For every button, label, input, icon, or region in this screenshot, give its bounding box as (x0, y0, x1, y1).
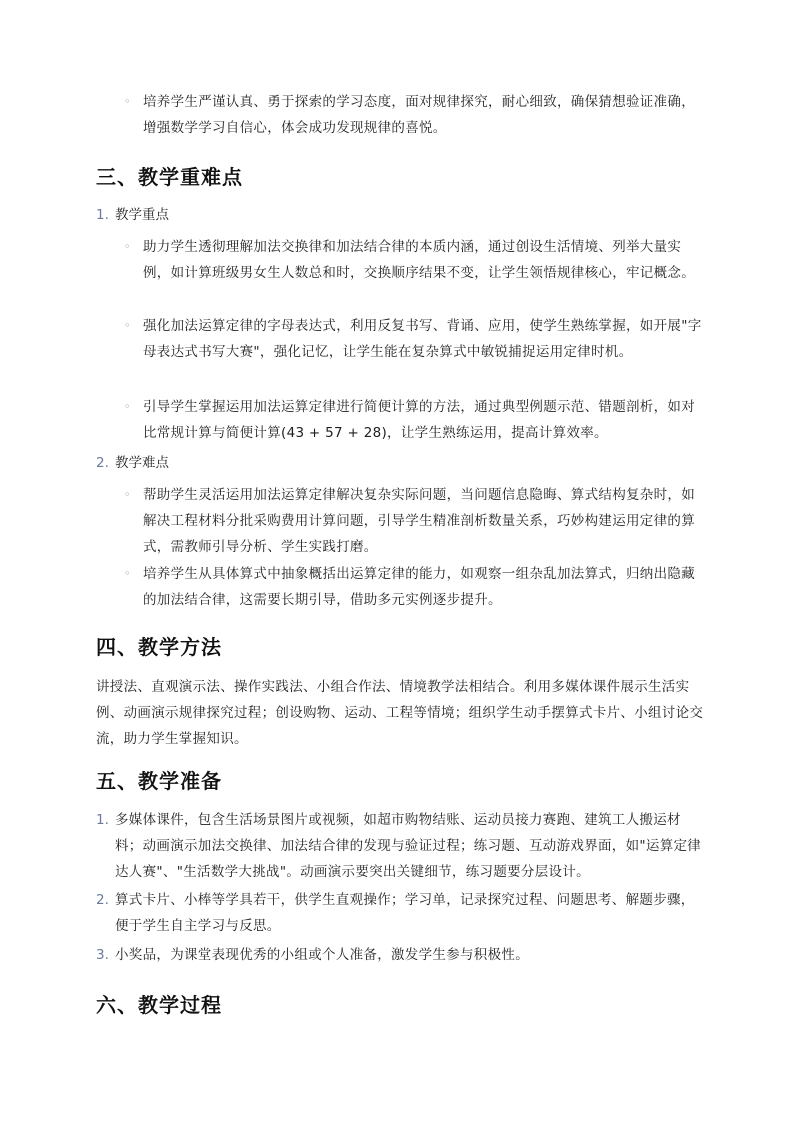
bullet-marker: ◦ (124, 95, 131, 108)
subheading-key-points: 教学重点 (115, 207, 169, 223)
section-heading-methods: 四、教学方法 (96, 635, 222, 659)
difficulty-item: 帮助学生灵活运用加法运算定律解决复杂实际问题，当问题信息隐晦、算式结构复杂时，如解决工程材料分批采购费用计算问题，引导学生精准剖析数量关系，巧妙构建运用定律的算式，需教师引导分析、学生实践打磨。 (143, 487, 695, 555)
key-point-item: 助力学生透彻理解加法交换律和加法结合律的本质内涵，通过创设生活情境、列举大量实例，如计算班级男女生人数总和时，交换顺序结果不变，让学生领悟规律核心，牢记概念。 (143, 239, 695, 281)
preparation-item: 多媒体课件，包含生活场景图片或视频，如超市购物结账、运动员接力赛跑、建筑工人搬运材料；动画演示加法交换律、加法结合律的发现与验证过程；练习题、互动游戏界面，如"运算定律达人赛"、"生活数学大挑战"。动画演示要突出关键细节，练习题要分层设计。 (115, 812, 702, 880)
methods-paragraph: 讲授法、直观演示法、操作实践法、小组合作法、情境教学法相结合。利用多媒体课件展示生活实例、动画演示规律探究过程；创设购物、运动、工程等情境；组织学生动手摆算式卡片、小组讨论交流，助力学生掌握知识。 (96, 679, 704, 747)
list-number: 3. (96, 947, 109, 963)
section-heading-key-points: 三、教学重难点 (96, 165, 243, 189)
key-point-item: 引导学生掌握运用加法运算定律进行简便计算的方法，通过典型例题示范、错题剖析，如对比常规计算与简便计算(43 + 57 + 28)，让学生熟练运用，提高计算效率。 (143, 399, 695, 441)
subheading-difficulties: 教学难点 (115, 455, 169, 471)
key-point-item: 强化加法运算定律的字母表达式，利用反复书写、背诵、应用，使学生熟练掌握，如开展"字母表达式书写大赛"，强化记忆，让学生能在复杂算式中敏锐捕捉运用定律时机。 (143, 318, 702, 360)
bullet-marker: ◦ (124, 567, 131, 580)
preparation-item: 算式卡片、小棒等学具若干，供学生直观操作；学习单，记录探究过程、问题思考、解题步骤，便于学生自主学习与反思。 (115, 892, 695, 934)
section-heading-process: 六、教学过程 (96, 993, 222, 1017)
section-heading-preparation: 五、教学准备 (96, 769, 222, 793)
bullet-marker: ◦ (124, 240, 131, 253)
bullet-marker: ◦ (124, 319, 131, 332)
list-number: 2. (96, 455, 109, 471)
list-number: 2. (96, 892, 109, 908)
bullet-marker: ◦ (124, 400, 131, 413)
list-number: 1. (96, 812, 109, 828)
list-number: 1. (96, 207, 109, 223)
preparation-item: 小奖品，为课堂表现优秀的小组或个人准备，激发学生参与积极性。 (115, 947, 529, 963)
objective-bullet-text: 培养学生严谨认真、勇于探索的学习态度，面对规律探究，耐心细致，确保猜想验证准确，增强数学学习自信心，体会成功发现规律的喜悦。 (143, 94, 695, 136)
bullet-marker: ◦ (124, 488, 131, 501)
difficulty-item: 培养学生从具体算式中抽象概括出运算定律的能力，如观察一组杂乱加法算式，归纳出隐藏的加法结合律，这需要长期引导，借助多元实例逐步提升。 (143, 566, 695, 608)
